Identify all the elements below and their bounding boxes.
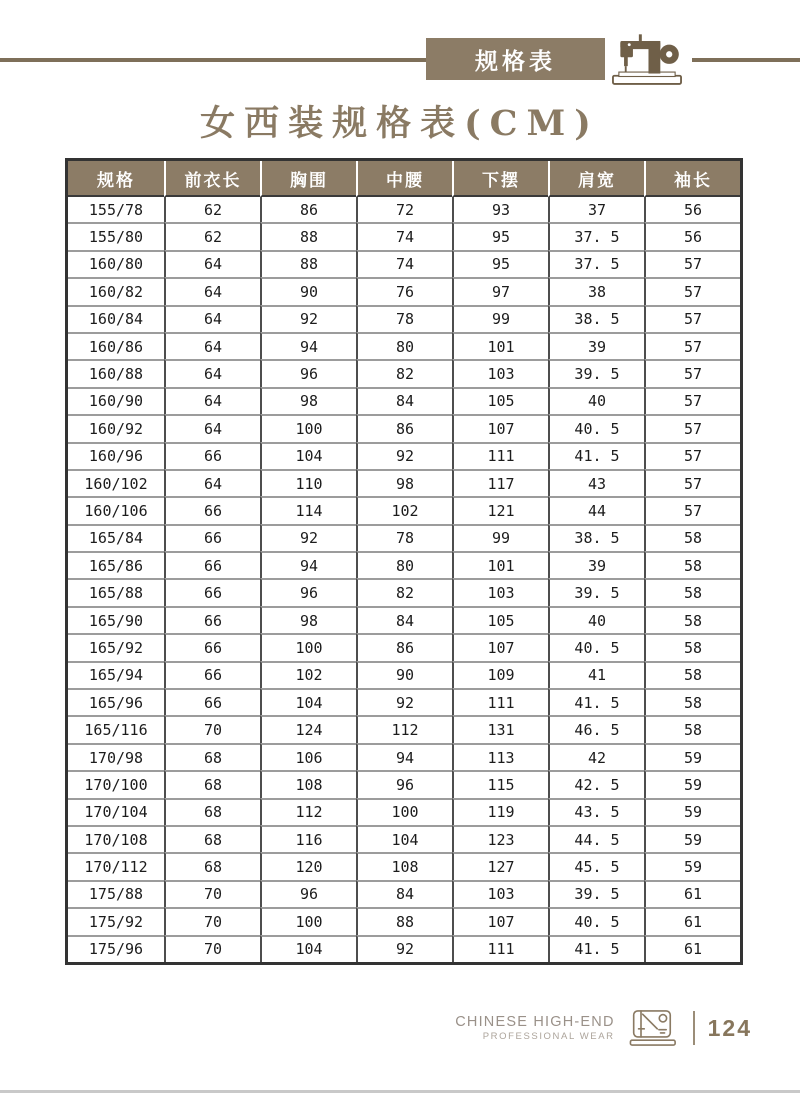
spec-table xyxy=(68,161,740,962)
table-cell: 86 xyxy=(356,633,452,660)
column-header: 前衣长 xyxy=(164,161,260,197)
table-cell: 127 xyxy=(452,852,548,879)
table-row xyxy=(68,661,740,688)
table-cell: 119 xyxy=(452,798,548,825)
table-cell: 59 xyxy=(644,852,740,879)
table-cell: 93 xyxy=(452,197,548,222)
table-cell: 114 xyxy=(260,496,356,523)
table-cell: 39 xyxy=(548,332,644,359)
table-cell: 43. 5 xyxy=(548,798,644,825)
table-cell: 155/78 xyxy=(88,200,144,219)
table-cell: 94 xyxy=(356,743,452,770)
table-cell: 64 xyxy=(164,359,260,386)
table-cell: 175/92 xyxy=(68,907,164,934)
table-row xyxy=(68,197,740,222)
table-cell: 57 xyxy=(644,305,740,332)
table-cell: 40 xyxy=(548,606,644,633)
table-cell: 57 xyxy=(644,387,740,414)
table-cell: 66 xyxy=(164,633,260,660)
table-cell: 66 xyxy=(164,551,260,578)
table-cell: 104 xyxy=(260,442,356,469)
table-cell: 165/84 xyxy=(68,524,164,551)
modern-sewing-machine-icon xyxy=(628,1006,680,1050)
column-header: 规格 xyxy=(68,161,164,197)
table-cell: 160/86 xyxy=(68,332,164,359)
table-cell: 62 xyxy=(164,197,260,222)
table-row xyxy=(68,798,740,825)
table-cell: 58 xyxy=(644,578,740,605)
table-cell: 100 xyxy=(260,907,356,934)
table-cell: 41. 5 xyxy=(548,935,644,962)
table-cell: 88 xyxy=(260,222,356,249)
table-cell: 57 xyxy=(644,442,740,469)
table-cell: 105 xyxy=(452,606,548,633)
table-cell: 160/102 xyxy=(68,469,164,496)
table-cell: 109 xyxy=(452,661,548,688)
table-cell: 59 xyxy=(644,825,740,852)
table-cell: 37 xyxy=(548,197,644,222)
table-cell: 96 xyxy=(356,770,452,797)
table-cell: 57 xyxy=(644,250,740,277)
table-cell: 59 xyxy=(644,798,740,825)
table-cell: 95 xyxy=(452,222,548,249)
table-cell: 86 xyxy=(356,414,452,441)
table-row xyxy=(68,852,740,879)
table-cell: 120 xyxy=(260,852,356,879)
table-row xyxy=(68,359,740,386)
table-row xyxy=(68,633,740,660)
table-cell: 103 xyxy=(452,359,548,386)
table-cell: 58 xyxy=(644,524,740,551)
table-cell: 40. 5 xyxy=(548,414,644,441)
brand-line2: PROFESSIONAL WEAR xyxy=(482,1031,615,1043)
table-row xyxy=(68,688,740,715)
table-cell: 41. 5 xyxy=(548,688,644,715)
table-cell: 107 xyxy=(452,633,548,660)
table-cell: 76 xyxy=(356,277,452,304)
column-header: 胸围 xyxy=(260,161,356,197)
table-cell: 39. 5 xyxy=(548,880,644,907)
table-row xyxy=(68,332,740,359)
table-cell: 66 xyxy=(164,524,260,551)
table-cell: 58 xyxy=(644,551,740,578)
table-cell: 70 xyxy=(164,880,260,907)
table-cell: 92 xyxy=(260,305,356,332)
table-cell: 43 xyxy=(548,469,644,496)
table-cell: 84 xyxy=(356,606,452,633)
table-cell: 96 xyxy=(260,359,356,386)
table-cell: 57 xyxy=(644,277,740,304)
table-cell: 72 xyxy=(356,197,452,222)
table-cell: 116 xyxy=(260,825,356,852)
column-header: 中腰 xyxy=(356,161,452,197)
table-cell: 131 xyxy=(452,715,548,742)
table-cell: 95 xyxy=(452,250,548,277)
table-row xyxy=(68,469,740,496)
table-row xyxy=(68,442,740,469)
table-cell: 160/92 xyxy=(68,414,164,441)
table-cell: 40. 5 xyxy=(548,633,644,660)
table-cell: 84 xyxy=(356,387,452,414)
footer xyxy=(455,1004,752,1052)
table-cell: 102 xyxy=(356,496,452,523)
table-cell: 90 xyxy=(356,661,452,688)
brand-text xyxy=(455,1013,614,1043)
table-cell: 57 xyxy=(644,332,740,359)
table-cell: 160/80 xyxy=(68,250,164,277)
table-cell: 99 xyxy=(452,305,548,332)
table-cell: 100 xyxy=(260,633,356,660)
table-cell: 165/86 xyxy=(68,551,164,578)
table-cell: 92 xyxy=(356,688,452,715)
table-cell: 86 xyxy=(260,197,356,222)
table-row xyxy=(68,250,740,277)
table-cell: 59 xyxy=(644,770,740,797)
table-cell: 78 xyxy=(356,305,452,332)
table-cell: 155/80 xyxy=(68,222,164,249)
table-cell: 70 xyxy=(164,935,260,962)
table-cell: 90 xyxy=(260,277,356,304)
table-cell: 165/90 xyxy=(68,606,164,633)
table-cell: 56 xyxy=(644,197,740,222)
brand-line1: CHINESE HIGH-END xyxy=(455,1014,615,1030)
table-cell: 170/98 xyxy=(68,743,164,770)
table-cell: 66 xyxy=(164,688,260,715)
table-cell: 111 xyxy=(452,442,548,469)
table-cell: 57 xyxy=(644,496,740,523)
table-cell: 68 xyxy=(164,770,260,797)
table-cell: 68 xyxy=(164,852,260,879)
table-cell: 64 xyxy=(164,277,260,304)
table-row xyxy=(68,496,740,523)
table-cell: 58 xyxy=(644,661,740,688)
spec-table-head xyxy=(68,161,740,197)
table-cell: 97 xyxy=(452,277,548,304)
table-cell: 82 xyxy=(356,359,452,386)
table-cell: 70 xyxy=(164,715,260,742)
table-row xyxy=(68,825,740,852)
table-cell: 94 xyxy=(260,332,356,359)
table-row xyxy=(68,222,740,249)
table-cell: 96 xyxy=(260,578,356,605)
table-cell: 170/100 xyxy=(68,770,164,797)
table-cell: 170/112 xyxy=(68,852,164,879)
table-cell: 64 xyxy=(164,469,260,496)
table-row xyxy=(68,935,740,962)
table-cell: 41 xyxy=(548,661,644,688)
table-cell: 39. 5 xyxy=(548,359,644,386)
table-cell: 165/116 xyxy=(68,715,164,742)
table-cell: 160/84 xyxy=(68,305,164,332)
table-cell: 112 xyxy=(356,715,452,742)
table-cell: 98 xyxy=(260,606,356,633)
table-cell: 64 xyxy=(164,414,260,441)
table-cell: 92 xyxy=(260,524,356,551)
table-cell: 66 xyxy=(164,578,260,605)
table-row xyxy=(68,715,740,742)
table-cell: 80 xyxy=(356,551,452,578)
header-row xyxy=(68,161,740,197)
table-cell: 39. 5 xyxy=(548,578,644,605)
section-badge xyxy=(426,38,605,80)
section-badge-label: 规格表 xyxy=(475,47,556,74)
table-cell: 165/96 xyxy=(68,688,164,715)
table-cell: 105 xyxy=(452,387,548,414)
table-cell: 37. 5 xyxy=(548,222,644,249)
table-cell: 57 xyxy=(644,469,740,496)
table-cell: 117 xyxy=(452,469,548,496)
table-cell: 175/88 xyxy=(68,880,164,907)
table-cell: 78 xyxy=(356,524,452,551)
top-rule-left xyxy=(0,58,427,62)
table-cell: 37. 5 xyxy=(548,250,644,277)
table-cell: 100 xyxy=(260,414,356,441)
table-row xyxy=(68,578,740,605)
table-cell: 61 xyxy=(644,935,740,962)
table-cell: 64 xyxy=(164,250,260,277)
table-cell: 160/96 xyxy=(68,442,164,469)
table-row xyxy=(68,387,740,414)
table-cell: 45. 5 xyxy=(548,852,644,879)
table-cell: 38. 5 xyxy=(548,524,644,551)
table-cell: 88 xyxy=(356,907,452,934)
table-cell: 101 xyxy=(452,551,548,578)
table-cell: 101 xyxy=(452,332,548,359)
table-cell: 106 xyxy=(260,743,356,770)
table-row xyxy=(68,743,740,770)
table-cell: 66 xyxy=(164,606,260,633)
table-cell: 92 xyxy=(356,442,452,469)
table-cell: 57 xyxy=(644,414,740,441)
table-cell: 44 xyxy=(548,496,644,523)
table-cell: 108 xyxy=(260,770,356,797)
table-cell: 112 xyxy=(260,798,356,825)
table-cell: 66 xyxy=(164,661,260,688)
table-cell: 38. 5 xyxy=(548,305,644,332)
table-row xyxy=(68,305,740,332)
table-cell: 64 xyxy=(164,332,260,359)
table-cell: 66 xyxy=(164,496,260,523)
spec-table-body xyxy=(68,197,740,962)
page-number: 124 xyxy=(707,1014,752,1041)
column-header: 下摆 xyxy=(452,161,548,197)
table-cell: 58 xyxy=(644,606,740,633)
table-cell: 58 xyxy=(644,715,740,742)
table-cell: 57 xyxy=(644,359,740,386)
table-cell: 58 xyxy=(644,633,740,660)
table-cell: 103 xyxy=(452,880,548,907)
table-cell: 82 xyxy=(356,578,452,605)
table-cell: 62 xyxy=(164,222,260,249)
page-title: 女西装规格表(CM) xyxy=(200,103,600,144)
table-cell: 40 xyxy=(548,387,644,414)
table-cell: 111 xyxy=(452,688,548,715)
column-header: 袖长 xyxy=(644,161,740,197)
table-cell: 115 xyxy=(452,770,548,797)
table-cell: 42 xyxy=(548,743,644,770)
table-cell: 88 xyxy=(260,250,356,277)
table-row xyxy=(68,524,740,551)
table-cell: 39 xyxy=(548,551,644,578)
column-header: 肩宽 xyxy=(548,161,644,197)
table-cell: 100 xyxy=(356,798,452,825)
table-cell: 44. 5 xyxy=(548,825,644,852)
table-cell: 160/88 xyxy=(68,359,164,386)
table-row xyxy=(68,770,740,797)
table-row xyxy=(68,414,740,441)
table-cell: 110 xyxy=(260,469,356,496)
table-cell: 98 xyxy=(356,469,452,496)
table-cell: 175/96 xyxy=(68,935,164,962)
table-cell: 103 xyxy=(452,578,548,605)
table-cell: 70 xyxy=(164,907,260,934)
table-cell: 113 xyxy=(452,743,548,770)
table-cell: 104 xyxy=(260,688,356,715)
table-row xyxy=(68,551,740,578)
table-cell: 64 xyxy=(164,387,260,414)
table-row xyxy=(68,606,740,633)
table-cell: 92 xyxy=(356,935,452,962)
table-cell: 61 xyxy=(644,880,740,907)
table-cell: 84 xyxy=(356,880,452,907)
table-cell: 107 xyxy=(452,414,548,441)
table-cell: 160/106 xyxy=(68,496,164,523)
table-cell: 56 xyxy=(644,222,740,249)
table-cell: 38 xyxy=(548,277,644,304)
table-cell: 61 xyxy=(644,907,740,934)
table-cell: 160/82 xyxy=(68,277,164,304)
table-cell: 94 xyxy=(260,551,356,578)
table-cell: 64 xyxy=(164,305,260,332)
table-cell: 59 xyxy=(644,743,740,770)
table-cell: 108 xyxy=(356,852,452,879)
table-cell: 74 xyxy=(356,222,452,249)
table-cell: 165/92 xyxy=(68,633,164,660)
table-cell: 68 xyxy=(164,798,260,825)
table-cell: 46. 5 xyxy=(548,715,644,742)
table-cell: 68 xyxy=(164,743,260,770)
table-row xyxy=(68,907,740,934)
top-rule-right xyxy=(692,58,800,62)
table-cell: 123 xyxy=(452,825,548,852)
table-cell: 98 xyxy=(260,387,356,414)
table-cell: 102 xyxy=(260,661,356,688)
table-cell: 124 xyxy=(260,715,356,742)
table-cell: 165/94 xyxy=(68,661,164,688)
table-cell: 58 xyxy=(644,688,740,715)
table-cell: 42. 5 xyxy=(548,770,644,797)
spec-table-wrap xyxy=(65,158,743,965)
table-row xyxy=(68,880,740,907)
table-cell: 66 xyxy=(164,442,260,469)
table-cell: 96 xyxy=(260,880,356,907)
vintage-sewing-machine-icon xyxy=(610,28,684,88)
table-cell: 104 xyxy=(356,825,452,852)
table-cell: 99 xyxy=(452,524,548,551)
table-cell: 107 xyxy=(452,907,548,934)
table-cell: 165/88 xyxy=(68,578,164,605)
table-cell: 104 xyxy=(260,935,356,962)
table-cell: 68 xyxy=(164,825,260,852)
top-band xyxy=(0,0,800,95)
table-cell: 80 xyxy=(356,332,452,359)
table-cell: 40. 5 xyxy=(548,907,644,934)
table-cell: 160/90 xyxy=(68,387,164,414)
table-cell: 111 xyxy=(452,935,548,962)
table-cell: 170/108 xyxy=(68,825,164,852)
table-cell: 41. 5 xyxy=(548,442,644,469)
table-cell: 121 xyxy=(452,496,548,523)
table-cell: 170/104 xyxy=(68,798,164,825)
table-row xyxy=(68,277,740,304)
table-cell: 74 xyxy=(356,250,452,277)
footer-divider xyxy=(693,1011,695,1045)
